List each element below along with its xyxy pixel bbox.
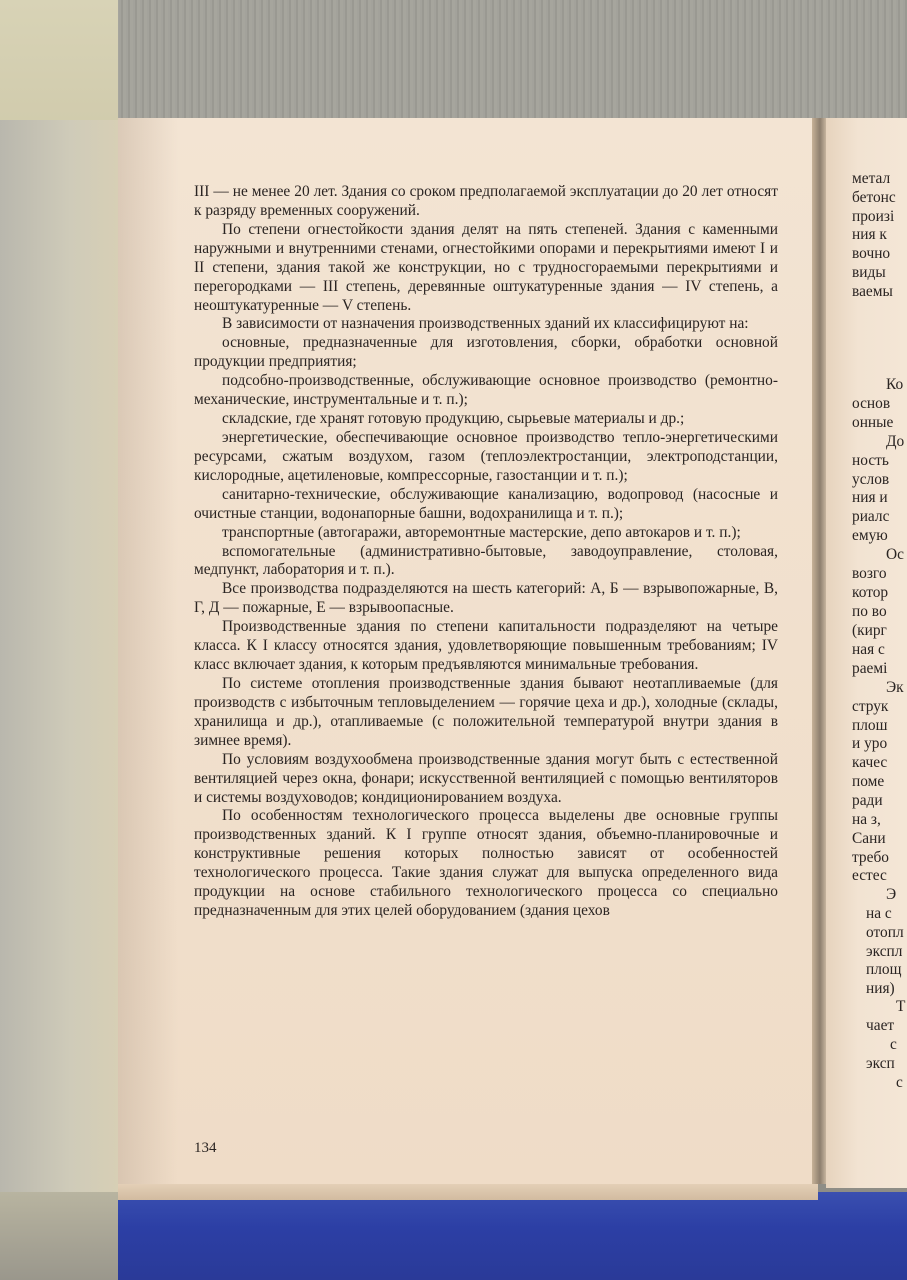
facing-page	[826, 118, 907, 1188]
facing-page-fragment: виды	[852, 264, 886, 281]
facing-page-fragment: экспл	[866, 943, 903, 960]
facing-page-fragment: ния к	[852, 226, 887, 243]
paragraph: По особенностям технологического процесса выделены две основные группы производственных зданий. К I группе относят здания, объемно-планировочные и конструктивные решения которых полностью зависят от особенностей технологического процесса. Такие здания служат для выпуска определенного вида продукции на основе стабильного технологического процесса со специально предназначенным для этих целей оборудованием (здания цехов	[194, 807, 778, 920]
facing-page-fragment: риалс	[852, 508, 890, 525]
facing-page-fragment: требо	[852, 849, 889, 866]
facing-page-fragment: по во	[852, 603, 887, 620]
facing-page-fragment: котор	[852, 584, 889, 601]
paragraph: энергетические, обеспечивающие основное производство тепло-энергетическими ресурсами, сжатым воздухом, газом (теплоэлектростанции, электроподстанции, кислородные, ацетиленовые, компрессорные, газостанции и т. п.);	[194, 428, 778, 484]
facing-page-fragment: Сани	[852, 830, 886, 847]
facing-page-fragment: чает	[866, 1017, 895, 1034]
facing-page-fragment: емую	[852, 527, 888, 544]
paragraph: транспортные (автогаражи, авторемонтные мастерские, депо автокаров и т. п.);	[222, 523, 741, 541]
facing-page-fragment: основ	[852, 395, 891, 412]
facing-page-fragment: струк	[852, 698, 889, 715]
facing-page-fragment: на з,	[852, 811, 881, 828]
paragraph: По условиям воздухообмена производственные здания могут быть с естественной вентиляцией через окна, фонари; искусственной вентиляцией с помощью вентиляторов и системы воздуховодов; кондиционированием воздуха.	[194, 750, 778, 806]
facing-page-fragment: До	[886, 433, 905, 450]
facing-page-fragment: Э	[886, 886, 897, 903]
facing-page-fragment: Т	[896, 998, 906, 1015]
facing-page-fragment: (кирг	[852, 622, 887, 639]
scan-background-top	[0, 0, 907, 125]
facing-page-fragment: Эк	[886, 679, 904, 696]
facing-page-fragment: ваемы	[852, 283, 893, 300]
facing-page-fragment: качес	[852, 754, 888, 771]
facing-page-fragment: Ос	[886, 546, 904, 563]
paragraph: III — не менее 20 лет. Здания со сроком предполагаемой эксплуатации до 20 лет относят к разряду временных сооружений.	[194, 183, 778, 219]
page-body-text	[194, 183, 778, 921]
facing-page-fragment: ради	[852, 792, 883, 809]
paragraph: вспомогательные (административно-бытовые, заводоуправление, столовая, медпункт, лаборатория и т. п.).	[194, 542, 778, 579]
facing-page-fragment: и уро	[852, 735, 888, 752]
facing-page-fragment: онные	[852, 414, 894, 431]
facing-page-fragment: бетонс	[852, 189, 896, 206]
facing-page-fragment: Ко	[886, 376, 904, 393]
facing-page-fragment: ния и	[852, 489, 888, 506]
paragraph: По степени огнестойкости здания делят на пять степеней. Здания с каменными наружными и внутренними стенами, огнестойкими опорами и перекрытиями имеют I и II степени, здания такой же конструкции, но с трудносгораемыми перекрытиями и перегородками — III степень, деревянные оштукатуренные здания — IV степень, а неоштукатуренные — V степень.	[194, 220, 778, 314]
facing-page-fragment: услов	[852, 471, 890, 488]
facing-page-fragment: с	[890, 1036, 897, 1053]
paragraph: В зависимости от назначения производственных зданий их классифицируют на:	[222, 315, 749, 333]
facing-page-fragment: естес	[852, 867, 887, 884]
facing-page-fragment: возго	[852, 565, 887, 582]
paragraph: подсобно-производственные, обслуживающие основное производство (ремонтно-механические, инструментальные и т. п.);	[194, 372, 778, 409]
scan-background-bottom	[0, 1192, 907, 1280]
scan-background-left-band	[0, 120, 118, 1280]
facing-page-fragment: раемі	[852, 660, 888, 677]
facing-page-fragment: произі	[852, 208, 895, 225]
paragraph: складские, где хранят готовую продукцию, сырьевые материалы и др.;	[222, 410, 685, 428]
facing-page-fragment: с	[896, 1074, 903, 1091]
facing-page-fragment: площ	[866, 961, 902, 978]
page-shade	[118, 118, 178, 1184]
facing-page-fragment: ная с	[852, 641, 885, 658]
facing-page-fragment: на с	[866, 905, 892, 922]
facing-page-fragment: поме	[852, 773, 885, 790]
facing-page-fragment: вочно	[852, 245, 891, 262]
paragraph: Все производства подразделяются на шесть категорий: А, Б — взрывопожарные, В, Г, Д — пожарные, Е — взрывоопасные.	[194, 580, 778, 617]
facing-page-fragment: отопл	[866, 924, 904, 941]
paragraph: Производственные здания по степени капитальности подразделяют на четыре класса. К I классу относятся здания, удовлетворяющие повышенным требованиям; IV класс включает здания, к которым предъявляются минимальные требования.	[194, 618, 778, 674]
facing-page-fragment: метал	[852, 170, 891, 187]
paragraph: По системе отопления производственные здания бывают неотапливаемые (для производств с избыточным тепловыделением — горячие цеха и др.), холодные (склады, хранилища и др.), отапливаемые (с положительной температурой внутри здания в зимнее время).	[194, 674, 778, 749]
page-number: 134	[194, 1140, 217, 1156]
paragraph: санитарно-технические, обслуживающие канализацию, водопровод (насосные и очистные станции, водонапорные башни, водохранилища и т. п.);	[194, 485, 778, 522]
facing-page-fragment: эксп	[866, 1055, 895, 1072]
facing-page-fragment: плош	[852, 717, 888, 734]
scan-background-bottom-left	[0, 1192, 118, 1280]
facing-page-fragment: ность	[852, 452, 889, 469]
paragraph: основные, предназначенные для изготовления, сборки, обработки основной продукции предприятия;	[194, 334, 778, 371]
facing-page-fragment: ния)	[866, 980, 895, 997]
